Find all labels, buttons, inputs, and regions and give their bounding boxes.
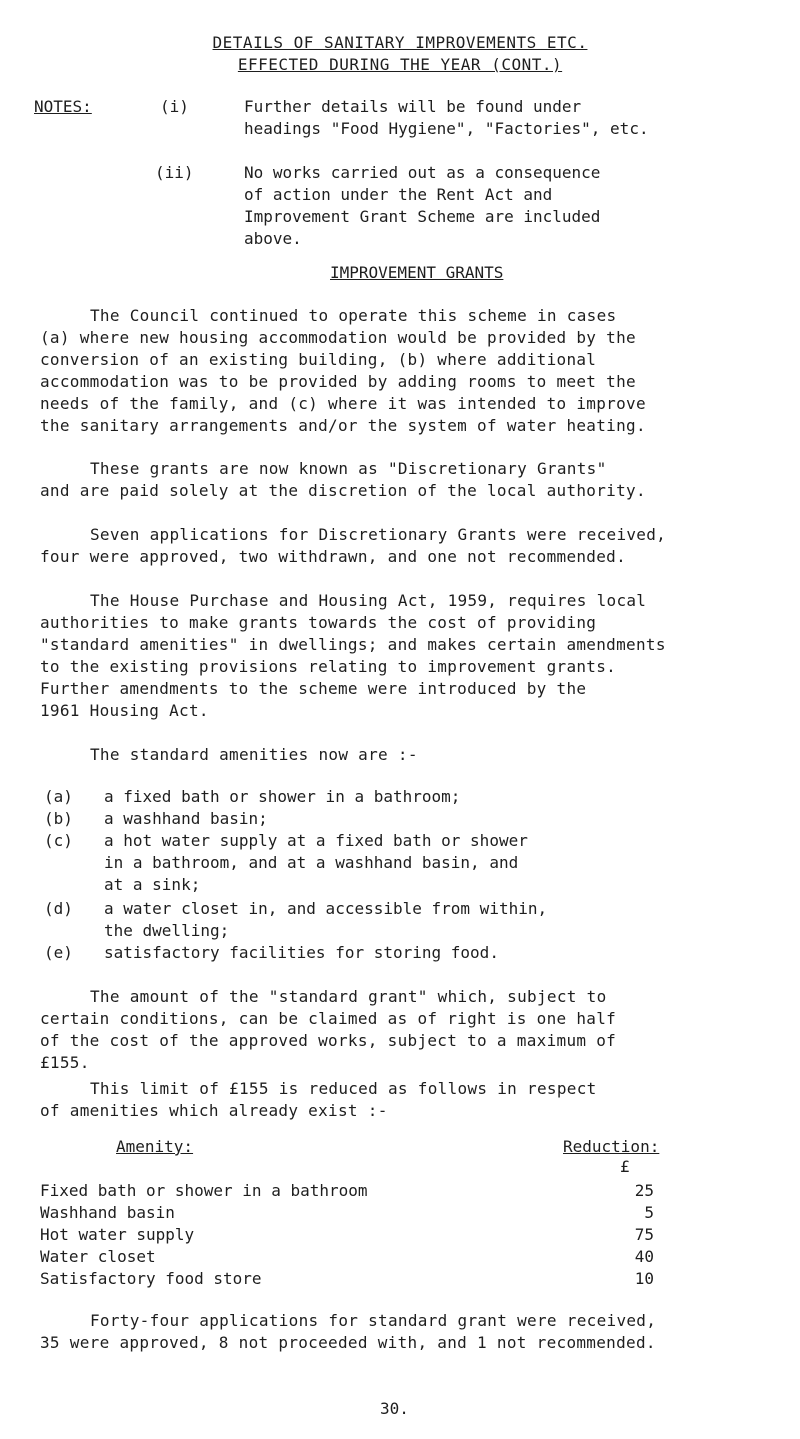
list-item-line: a washhand basin; [104, 809, 268, 828]
note-item [244, 162, 600, 250]
list-item-line: the dwelling; [104, 921, 230, 940]
list-item-line: a water closet in, and accessible from within, [104, 899, 548, 918]
table-cell-amenity: Hot water supply [40, 1225, 195, 1244]
paragraph-line: of amenities which already exist :- [40, 1101, 388, 1120]
paragraph-line: The amount of the "standard grant" which, subject to [90, 987, 607, 1006]
list-item-number: (b) [44, 809, 73, 828]
paragraph [40, 986, 770, 1074]
list-item-line: satisfactory facilities for storing food. [104, 943, 499, 962]
list-item [104, 942, 499, 964]
paragraph-line: needs of the family, and (c) where it was intended to improve [40, 394, 646, 413]
paragraph-line: 35 were approved, 8 not proceeded with, and 1 not recommended. [40, 1333, 656, 1352]
page-heading-line1: DETAILS OF SANITARY IMPROVEMENTS ETC. [212, 33, 588, 52]
table-header-reduction: Reduction: [563, 1137, 660, 1156]
section-title: IMPROVEMENT GRANTS [330, 263, 504, 282]
paragraph-line: (a) where new housing accommodation would be provided by the [40, 328, 636, 347]
paragraph-line: and are paid solely at the discretion of the local authority. [40, 481, 646, 500]
paragraph-line: authorities to make grants towards the cost of providing [40, 613, 597, 632]
list-item-line: in a bathroom, and at a washhand basin, and [104, 853, 519, 872]
table-cell-reduction: 5 [644, 1203, 654, 1222]
paragraph [40, 305, 770, 437]
list-item [104, 786, 460, 808]
list-item [104, 808, 268, 830]
note-line: headings "Food Hygiene", "Factories", etc. [244, 119, 649, 138]
table-cell-reduction: 75 [634, 1225, 654, 1244]
paragraph-line: The Council continued to operate this scheme in cases [90, 306, 617, 325]
paragraph-line: to the existing provisions relating to improvement grants. [40, 657, 617, 676]
note-line: Improvement Grant Scheme are included [244, 207, 601, 226]
page-number: 30. [380, 1399, 409, 1418]
table-header-amenity: Amenity: [116, 1137, 194, 1156]
list-item [104, 830, 528, 896]
note-number: (ii) [155, 163, 194, 182]
list-item-line: a hot water supply at a fixed bath or shower [104, 831, 528, 850]
note-line: No works carried out as a consequence [244, 163, 601, 182]
paragraph [40, 524, 770, 568]
paragraph-line: Further amendments to the scheme were introduced by the [40, 679, 587, 698]
list-item-number: (d) [44, 899, 73, 918]
paragraph-line: accommodation was to be provided by adding rooms to meet the [40, 372, 636, 391]
table-cell-reduction: 40 [634, 1247, 654, 1266]
paragraph-line: four were approved, two withdrawn, and one not recommended. [40, 547, 627, 566]
paragraph-line: These grants are now known as "Discretionary Grants" [90, 459, 607, 478]
note-number: (i) [160, 97, 189, 116]
table-cell-amenity: Satisfactory food store [40, 1269, 262, 1288]
paragraph-line: conversion of an existing building, (b) where additional [40, 350, 597, 369]
paragraph-line: Forty-four applications for standard grant were received, [90, 1311, 657, 1330]
paragraph [40, 458, 770, 502]
list-item-line: at a sink; [104, 875, 201, 894]
paragraph-line: This limit of £155 is reduced as follows in respect [90, 1079, 597, 1098]
paragraph [40, 744, 770, 766]
table-cell-amenity: Fixed bath or shower in a bathroom [40, 1181, 368, 1200]
list-item-number: (a) [44, 787, 73, 806]
paragraph-line: "standard amenities" in dwellings; and makes certain amendments [40, 635, 666, 654]
table-cell-reduction: 25 [634, 1181, 654, 1200]
paragraph [40, 1310, 770, 1354]
paragraph-line: of the cost of the approved works, subject to a maximum of [40, 1031, 617, 1050]
paragraph [40, 1078, 770, 1122]
paragraph-line: £155. [40, 1053, 90, 1072]
note-line: of action under the Rent Act and [244, 185, 553, 204]
table-cell-amenity: Water closet [40, 1247, 156, 1266]
note-line: above. [244, 229, 302, 248]
page-heading-line2: EFFECTED DURING THE YEAR (CONT.) [237, 55, 563, 74]
table-unit: £ [620, 1157, 630, 1176]
paragraph-line: The standard amenities now are :- [90, 745, 418, 764]
list-item-number: (c) [44, 831, 73, 850]
paragraph-line: The House Purchase and Housing Act, 1959, requires local [90, 591, 647, 610]
paragraph-line: 1961 Housing Act. [40, 701, 209, 720]
note-item [244, 96, 649, 140]
paragraph [40, 590, 770, 722]
paragraph-line: certain conditions, can be claimed as of right is one half [40, 1009, 617, 1028]
list-item-number: (e) [44, 943, 73, 962]
table-cell-amenity: Washhand basin [40, 1203, 175, 1222]
note-line: Further details will be found under [244, 97, 582, 116]
table-cell-reduction: 10 [634, 1269, 654, 1288]
paragraph-line: the sanitary arrangements and/or the system of water heating. [40, 416, 646, 435]
list-item-line: a fixed bath or shower in a bathroom; [104, 787, 461, 806]
notes-label: NOTES: [34, 97, 92, 116]
list-item [104, 898, 547, 942]
paragraph-line: Seven applications for Discretionary Grants were received, [90, 525, 667, 544]
